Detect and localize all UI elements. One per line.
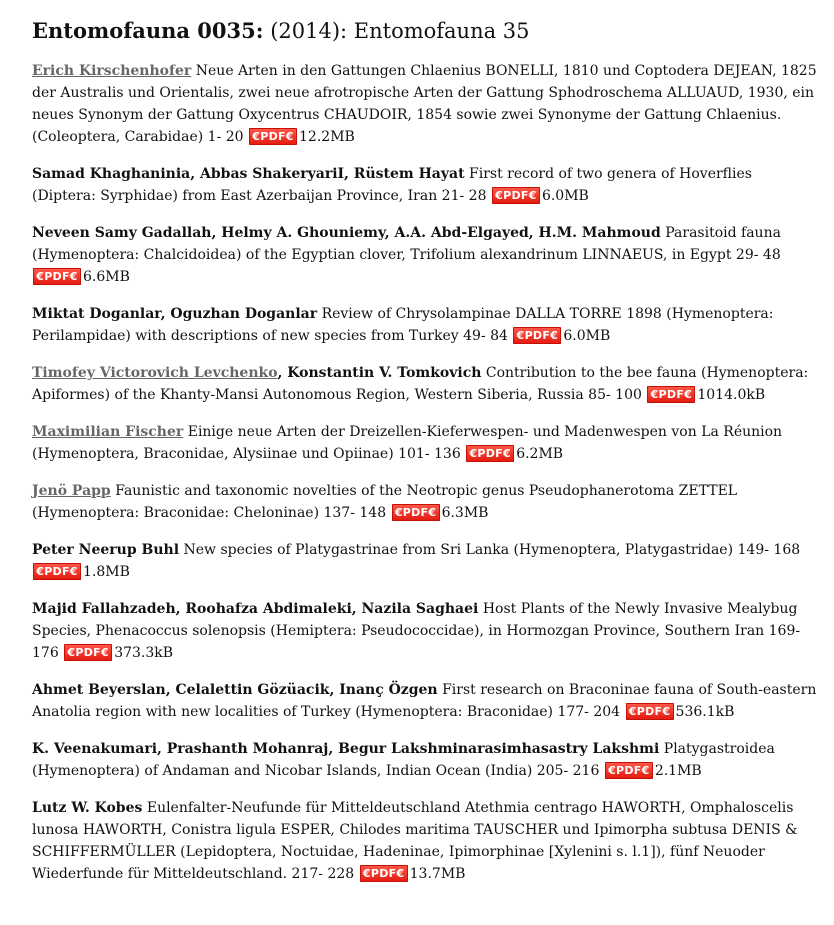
author-names: Samad Khaghaninia, Abbas ShakeryariI, Rüstem Hayat (32, 166, 465, 182)
file-size: 373.3kB (114, 645, 174, 661)
article-title: Host Plants of the Newly Invasive Mealybug Species, Phenacoccus solenopsis (Hemiptera: Pseudococcidae), in Hormozgan Province, Southern Iran 169- 176 (32, 601, 801, 661)
author-names: Miktat Doganlar, Oguzhan Doganlar (32, 306, 318, 322)
pdf-download-icon[interactable]: €PDF€ (249, 128, 297, 145)
volume-info: (2014): Entomofauna 35 (263, 19, 530, 43)
article-entry (32, 679, 820, 723)
article-title: Parasitoid fauna (Hymenoptera: Chalcidoidea) of the Egyptian clover, Trifolium alexandrinum LINNAEUS, in Egypt 29- 48 (32, 225, 781, 263)
pdf-download-icon[interactable]: €PDF€ (33, 268, 81, 285)
author-names: Ahmet Beyerslan, Celalettin Gözüacik, Inanç Özgen (32, 682, 438, 698)
article-title: Neue Arten in den Gattungen Chlaenius BONELLI, 1810 und Coptodera DEJEAN, 1825 der Australis und Orientalis, zwei neue afrotropische Arten der Gattung Sphodroschema ALLUAUD, 1930, ein neues Synonym der Gattung Oxycentrus CHAUDOIR, 1854 sowie zwei Synonyme der Gattung Chlaenius. (Coleoptera, Carabidae) 1- 20 (32, 63, 817, 145)
article-entry (32, 222, 820, 288)
pdf-download-icon[interactable]: €PDF€ (392, 504, 440, 521)
article-entry (32, 480, 820, 524)
file-size: 2.1MB (654, 763, 702, 779)
article-title: Einige neue Arten der Dreizellen-Kieferwespen- und Madenwespen von La Réunion (Hymenoptera, Braconidae, Alysiinae und Opiinae) 101- 136 (32, 424, 783, 462)
article-title: New species of Platygastrinae from Sri Lanka (Hymenoptera, Platygastridae) 149- 168 (183, 542, 801, 558)
file-size: 13.7MB (409, 866, 466, 882)
article-entry (32, 303, 820, 347)
author-names: Konstantin V. Tomkovich (287, 365, 482, 381)
article-entry (32, 539, 820, 583)
pdf-download-icon[interactable]: €PDF€ (33, 563, 81, 580)
author-link[interactable]: Erich Kirschenhofer (32, 63, 192, 79)
article-entry (32, 60, 820, 148)
file-size: 6.3MB (441, 505, 489, 521)
article-title: Contribution to the bee fauna (Hymenoptera: Apiformes) of the Khanty-Mansi Autonomous Region, Western Siberia, Russia 85- 100 (32, 365, 809, 403)
article-entry (32, 797, 820, 885)
author-link[interactable]: Jenö Papp (32, 483, 111, 499)
article-title: First research on Braconinae fauna of South-eastern Anatolia region with new localities of Turkey (Hymenoptera: Braconidae) 177- 204 (32, 682, 817, 720)
pdf-download-icon[interactable]: €PDF€ (605, 762, 653, 779)
article-entry (32, 738, 820, 782)
article-title: Review of Chrysolampinae DALLA TORRE 1898 (Hymenoptera: Perilampidae) with descriptions of new species from Turkey 49- 84 (32, 306, 774, 344)
author-names: Lutz W. Kobes (32, 800, 143, 816)
article-title: Faunistic and taxonomic novelties of the Neotropic genus Pseudophanerotoma ZETTEL (Hymenoptera: Braconidae: Cheloninae) 137- 148 (32, 483, 738, 521)
article-title: First record of two genera of Hoverflies (Diptera: Syrphidae) from East Azerbaijan Province, Iran 21- 28 (32, 166, 752, 204)
article-title: Platygastroidea (Hymenoptera) of Andaman and Nicobar Islands, Indian Ocean (India) 205- 216 (32, 741, 775, 779)
journal-name: Entomofauna 0035: (32, 18, 264, 43)
pdf-download-icon[interactable]: €PDF€ (626, 703, 674, 720)
pdf-download-icon[interactable]: €PDF€ (466, 445, 514, 462)
author-names: Neveen Samy Gadallah, Helmy A. Ghouniemy, A.A. Abd-Elgayed, H.M. Mahmoud (32, 225, 661, 241)
author-names: Peter Neerup Buhl (32, 542, 180, 558)
article-list (32, 60, 820, 885)
author-link[interactable]: Timofey Victorovich Levchenko (32, 365, 278, 381)
file-size: 6.0MB (541, 188, 589, 204)
article-entry (32, 163, 820, 207)
file-size: 12.2MB (299, 129, 355, 145)
pdf-download-icon[interactable]: €PDF€ (647, 386, 695, 403)
author-names: K. Veenakumari, Prashanth Mohanraj, Begur Lakshminarasimhasastry Lakshmi (32, 741, 660, 757)
article-title: Eulenfalter-Neufunde für Mitteldeutschland Atethmia centrago HAWORTH, Omphaloscelis lunosa HAWORTH, Conistra ligula ESPER, Chilodes maritima TAUSCHER und Ipimorpha subtusa DENIS & SCHIFFERMÜLLER (Lepidoptera, Noctuidae, Hadeninae, Ipimorphinae [Xylenini s. l.1]), fünf Neuoder Wiederfunde für Mitteldeutschland. 217- 228 (32, 800, 798, 882)
pdf-download-icon[interactable]: €PDF€ (360, 865, 408, 882)
author-names: Majid Fallahzadeh, Roohafza Abdimaleki, Nazila Saghaei (32, 601, 479, 617)
file-size: 1014.0kB (697, 387, 766, 403)
pdf-download-icon[interactable]: €PDF€ (513, 327, 561, 344)
author-link[interactable]: Maximilian Fischer (32, 424, 184, 440)
file-size: 536.1kB (675, 704, 735, 720)
file-size: 6.2MB (516, 446, 564, 462)
file-size: 6.0MB (563, 328, 611, 344)
article-entry (32, 598, 820, 664)
pdf-download-icon[interactable]: €PDF€ (492, 187, 540, 204)
file-size: 1.8MB (83, 564, 130, 580)
pdf-download-icon[interactable]: €PDF€ (64, 644, 112, 661)
article-entry: Timofey Victorovich Levchenko, Konstantin V. Tomkovich Contribution to the bee fauna (Hymenoptera: Apiformes) of the Khanty-Mansi Autonomous Region, Western Siberia, Russia 85- 100 €PDF€ 1014.0kB (32, 365, 809, 403)
file-size: 6.6MB (83, 269, 130, 285)
article-entry (32, 421, 820, 465)
page-title (32, 16, 820, 46)
